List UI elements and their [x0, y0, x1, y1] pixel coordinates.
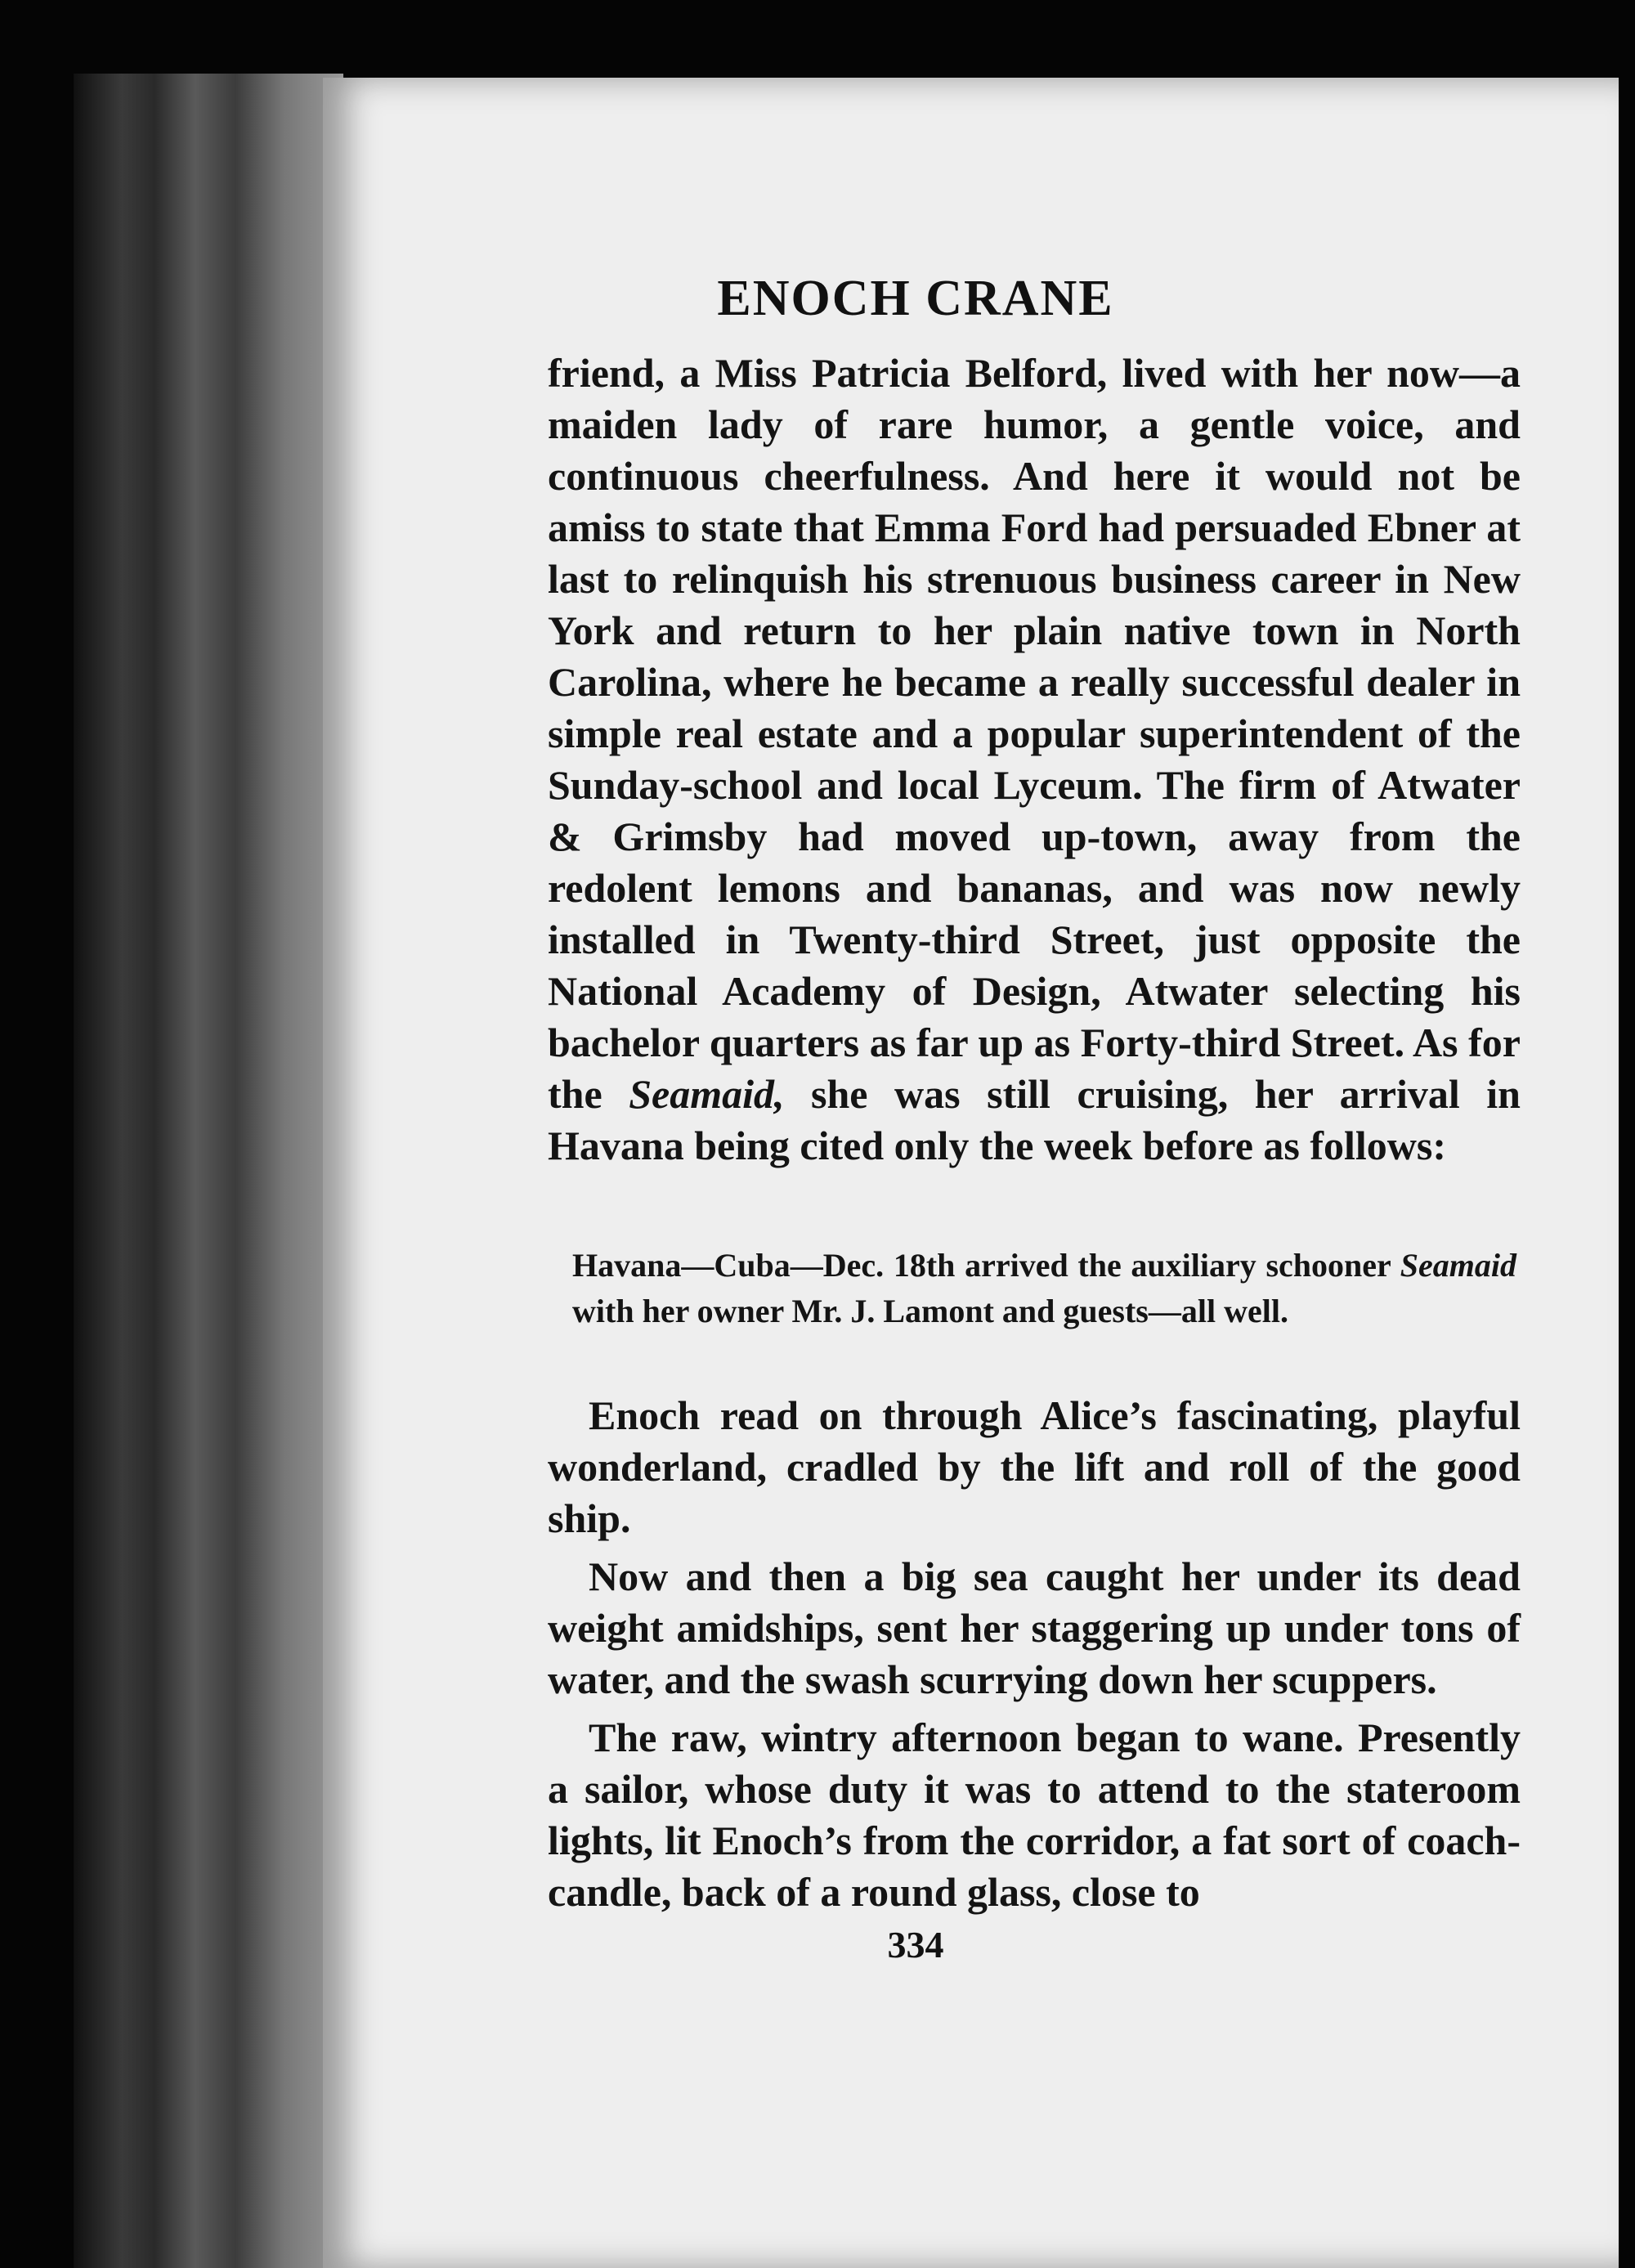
quote-ship-name-italic: Seamaid — [1400, 1247, 1516, 1284]
paragraph-1 — [548, 347, 1521, 1172]
page-number: 334 — [887, 1924, 944, 1965]
paragraph-4: The raw, wintry afternoon began to wane. Presently a sailor, whose duty it was to attend to the stateroom lights, lit Enoch’s from the corridor, a fat sort of coach-candle, back of a round glass, close to — [548, 1714, 1521, 1915]
body-continuation — [548, 1390, 1521, 1925]
quoted-notice — [572, 1243, 1516, 1334]
paragraph-1-text-end: she was still cruising, her arrival in Havana being cited only the week before as follows: — [548, 1071, 1521, 1168]
running-head: ENOCH CRANE — [717, 271, 1114, 326]
paragraph-3: Now and then a big sea caught her under its dead weight amidships, sent her staggering up under tons of water, and the swash scurrying down her scuppers. — [548, 1553, 1521, 1702]
paragraph-1-text: friend, a Miss Patricia Belford, lived with her now—a maiden lady of rare humor, a gentle voice, and continuous cheerfulness. And here it would not be amiss to state that Emma Ford had persuaded Ebner at last to relinquish his strenuous business career in New York and return to her plain native town in North Carolina, where he became a really successful dealer in simple real estate and a popular superintendent of the Sunday-school and local Lyceum. The firm of Atwater & Grimsby had moved up-town, away from the redolent lemons and bananas, and was now newly installed in Twenty-third Street, just opposite the National Academy of Design, Atwater selecting his bachelor quarters as far up as Forty-third Street. As for the — [548, 350, 1521, 1117]
paragraph-2: Enoch read on through Alice’s fascinating, playful wonderland, cradled by the lift and roll of the good ship. — [548, 1392, 1521, 1541]
quote-text: Havana—Cuba—Dec. 18th arrived the auxiliary schooner — [572, 1247, 1400, 1284]
quote-text-end: with her owner Mr. J. Lamont and guests—all well. — [572, 1293, 1288, 1329]
ship-name-italic: Seamaid, — [629, 1071, 785, 1117]
